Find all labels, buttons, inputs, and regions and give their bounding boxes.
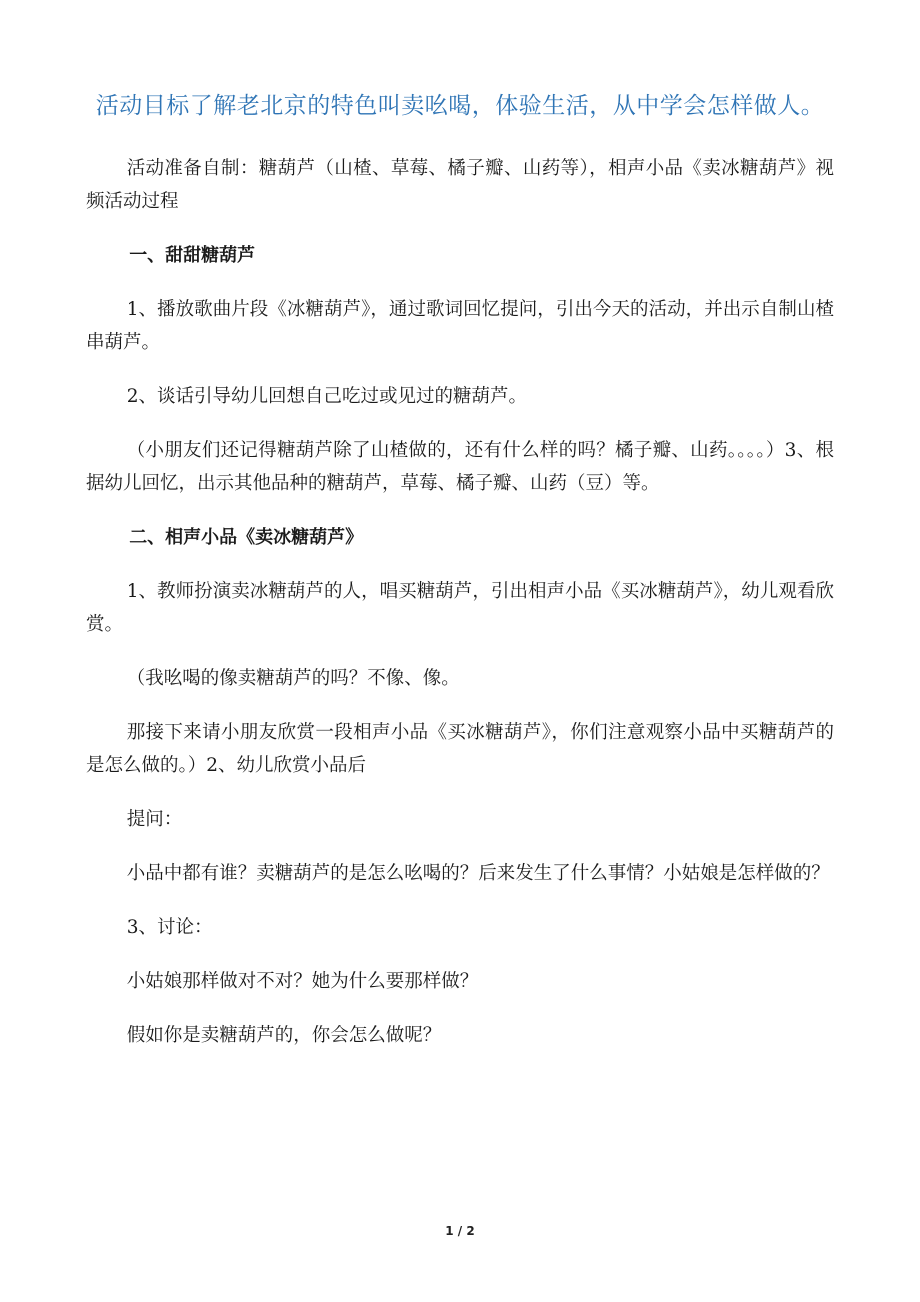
paragraph: 小品中都有谁？卖糖葫芦的是怎么吆喝的？后来发生了什么事情？小姑娘是怎样做的？ <box>126 863 830 884</box>
section-heading-1: 一、甜甜糖葫芦 <box>129 245 256 266</box>
paragraph: 提问： <box>126 809 183 830</box>
paragraph: 1、教师扮演卖冰糖葫芦的人，唱买糖葫芦，引出相声小品《买冰糖葫芦》，幼儿观看欣赏。 <box>86 581 834 635</box>
paragraph: 假如你是卖糖葫芦的，你会怎么做呢？ <box>126 1025 442 1046</box>
paragraph-preparation: 活动准备自制：糖葫芦（山楂、草莓、橘子瓣、山药等），相声小品《卖冰糖葫芦》视频活动过程 <box>86 158 834 212</box>
section-heading-2: 二、相声小品《卖冰糖葫芦》 <box>129 527 364 548</box>
paragraph: 2、谈话引导幼儿回想自己吃过或见过的糖葫芦。 <box>126 386 527 407</box>
document-title: 活动目标了解老北京的特色叫卖吆喝，体验生活，从中学会怎样做人。 <box>95 93 825 119</box>
paragraph: （我吆喝的像卖糖葫芦的吗？不像、像。 <box>126 668 460 689</box>
paragraph: 1、播放歌曲片段《冰糖葫芦》，通过歌词回忆提问，引出今天的活动，并出示自制山楂串葫芦。 <box>86 299 834 353</box>
paragraph: （小朋友们还记得糖葫芦除了山楂做的，还有什么样的吗？橘子瓣、山药。。。。）3、根据幼儿回忆，出示其他品种的糖葫芦，草莓、橘子瓣、山药（豆）等。 <box>86 440 834 494</box>
paragraph: 小姑娘那样做对不对？她为什么要那样做？ <box>126 971 479 992</box>
paragraph: 那接下来请小朋友欣赏一段相声小品《买冰糖葫芦》，你们注意观察小品中买糖葫芦的是怎么做的。）2、幼儿欣赏小品后 <box>86 722 834 776</box>
paragraph: 3、讨论： <box>126 917 213 938</box>
page-number: 1 / 2 <box>445 1224 475 1238</box>
